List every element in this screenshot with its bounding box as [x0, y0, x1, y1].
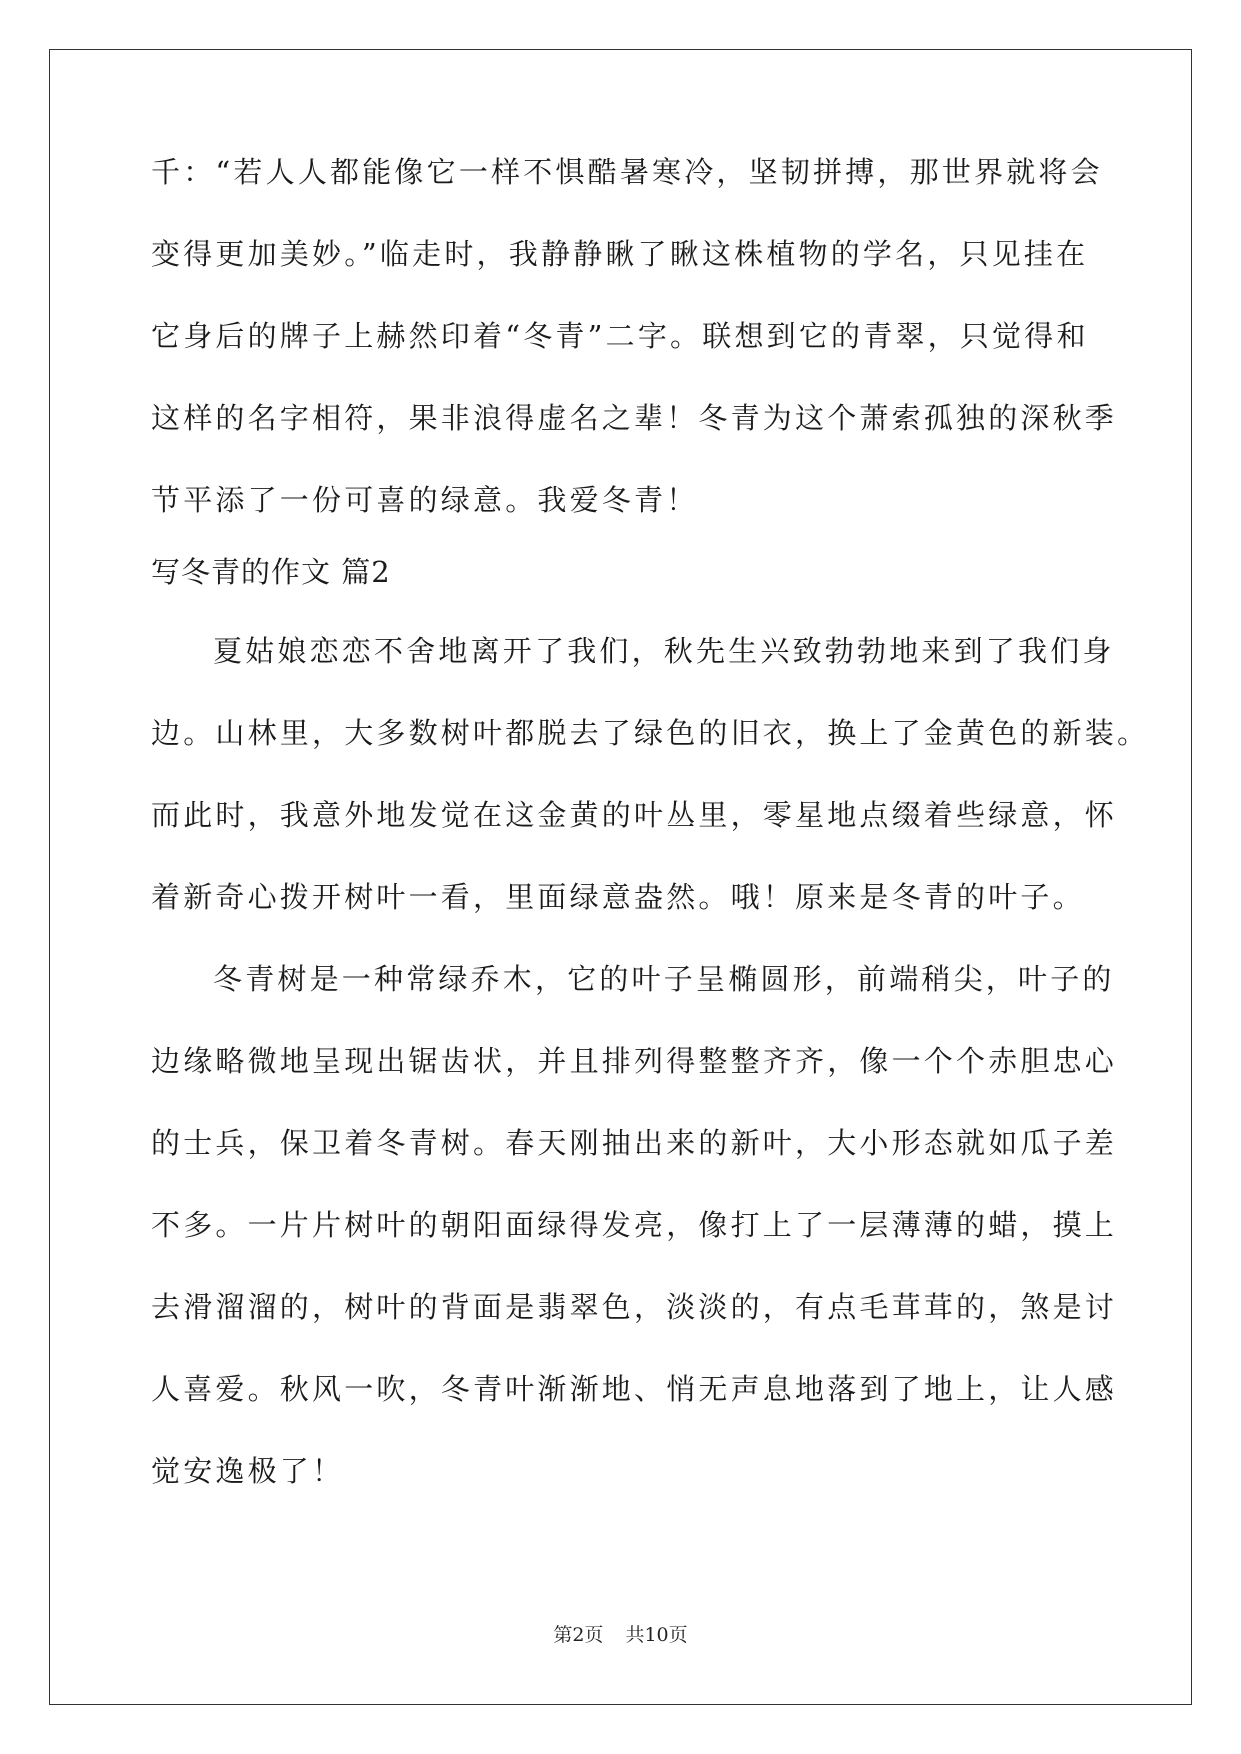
paragraph-line: 的士兵，保卫着冬青树。春天刚抽出来的新叶，大小形态就如瓜子差	[151, 1126, 1118, 1160]
paragraph-line: 而此时，我意外地发觉在这金黄的叶丛里，零星地点缀着些绿意，怀	[151, 798, 1118, 832]
page-total: 共10页	[625, 1624, 688, 1646]
paragraph-line: 不多。一片片树叶的朝阳面绿得发亮，像打上了一层薄薄的蜡，摸上	[151, 1208, 1118, 1242]
text-line: 这样的名字相符，果非浪得虚名之辈！冬青为这个萧索孤独的深秋季	[151, 401, 1118, 435]
paragraph-line: 冬青树是一种常绿乔木，它的叶子呈椭圆形，前端稍尖，叶子的	[213, 962, 1115, 996]
section-heading: 写冬青的作文 篇2	[151, 555, 391, 589]
text-line: 千：“若人人都能像它一样不惧酷暑寒冷，坚韧拼搏，那世界就将会	[151, 155, 1103, 189]
paragraph-line: 夏姑娘恋恋不舍地离开了我们，秋先生兴致勃勃地来到了我们身	[213, 634, 1115, 668]
paragraph-line: 着新奇心拨开树叶一看，里面绿意盎然。哦！原来是冬青的叶子。	[151, 880, 1085, 914]
paragraph-line: 边缘略微地呈现出锯齿状，并且排列得整整齐齐，像一个个赤胆忠心	[151, 1044, 1118, 1078]
page-footer	[0, 1620, 1241, 1647]
text-line: 节平添了一份可喜的绿意。我爱冬青！	[151, 483, 699, 517]
page-number: 第2页	[553, 1624, 604, 1646]
text-line: 变得更加美妙。”临走时，我静静瞅了瞅这株植物的学名，只见挂在	[151, 237, 1089, 271]
paragraph-line: 人喜爱。秋风一吹，冬青叶渐渐地、悄无声息地落到了地上，让人感	[151, 1372, 1118, 1406]
paragraph-line: 觉安逸极了！	[151, 1454, 345, 1488]
paragraph-line: 去滑溜溜的，树叶的背面是翡翠色，淡淡的，有点毛茸茸的，煞是讨	[151, 1290, 1118, 1324]
paragraph-line: 边。山林里，大多数树叶都脱去了绿色的旧衣，换上了金黄色的新装。	[151, 716, 1150, 750]
text-line: 它身后的牌子上赫然印着“冬青”二字。联想到它的青翠，只觉得和	[151, 319, 1089, 353]
